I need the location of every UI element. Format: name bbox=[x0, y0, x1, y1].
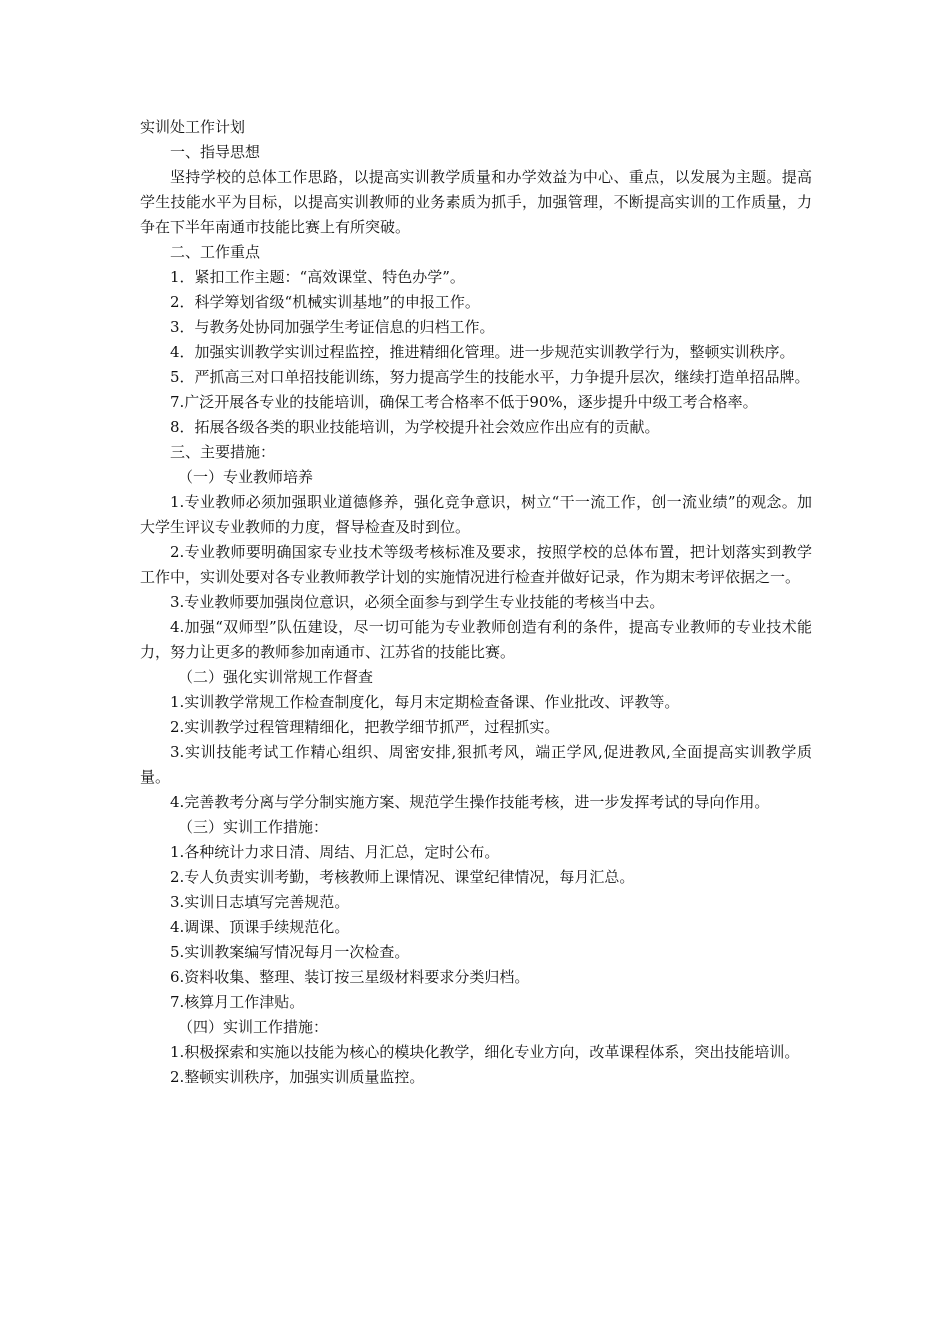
list-item: 1.专业教师必须加强职业道德修养，强化竞争意识，树立“干一流工作，创一流业绩”的观念。加大学生评议专业教师的力度，督导检查及时到位。 bbox=[140, 493, 812, 536]
section-heading-guiding-thought: 一、指导思想 bbox=[170, 143, 261, 161]
list-item: 1.实训教学常规工作检查制度化，每月末定期检查备课、作业批改、评教等。 bbox=[170, 693, 680, 711]
list-item: 4.完善教考分离与学分制实施方案、规范学生操作技能考核，进一步发挥考试的导向作用。 bbox=[170, 793, 770, 811]
list-item: 1．紧扣工作主题：“高效课堂、特色办学”。 bbox=[170, 268, 465, 286]
list-item: 2.整顿实训秩序，加强实训质量监控。 bbox=[170, 1068, 425, 1086]
list-item: 3．与教务处协同加强学生考证信息的归档工作。 bbox=[170, 318, 495, 336]
list-item: 2.实训教学过程管理精细化，把教学细节抓严，过程抓实。 bbox=[170, 718, 560, 736]
subsection-heading-teacher-training: （一）专业教师培养 bbox=[178, 468, 314, 486]
list-item: 4.加强“双师型”队伍建设，尽一切可能为专业教师创造有利的条件，提高专业教师的专业技术能力，努力让更多的教师参加南通市、江苏省的技能比赛。 bbox=[140, 618, 812, 661]
document-page bbox=[140, 114, 812, 1090]
subsection-heading-routine-supervision: （二）强化实训常规工作督查 bbox=[178, 668, 374, 686]
list-item: 2.专人负责实训考勤，考核教师上课情况、课堂纪律情况，每月汇总。 bbox=[170, 868, 635, 886]
list-item: 2.专业教师要明确国家专业技术等级考核标准及要求，按照学校的总体布置，把计划落实到教学工作中，实训处要对各专业教师教学计划的实施情况进行检查并做好记录，作为期末考评依据之一。 bbox=[140, 543, 812, 586]
list-item: 6.资料收集、整理、装订按三星级材料要求分类归档。 bbox=[170, 968, 530, 986]
list-item: 1.各种统计力求日清、周结、月汇总，定时公布。 bbox=[170, 843, 500, 861]
list-item: 4.调课、顶课手续规范化。 bbox=[170, 918, 350, 936]
list-item: 5.实训教案编写情况每月一次检查。 bbox=[170, 943, 410, 961]
section-heading-work-focus: 二、工作重点 bbox=[170, 243, 261, 261]
section-heading-main-measures: 三、主要措施： bbox=[170, 443, 276, 461]
subsection-heading-training-measures-4: （四）实训工作措施： bbox=[178, 1018, 329, 1036]
paragraph-guiding-thought: 坚持学校的总体工作思路，以提高实训教学质量和办学效益为中心、重点，以发展为主题。提高学生技能水平为目标，以提高实训教师的业务素质为抓手，加强管理，不断提高实训的工作质量，力争在下半年南通市技能比赛上有所突破。 bbox=[140, 168, 812, 236]
list-item: 8．拓展各级各类的职业技能培训，为学校提升社会效应作出应有的贡献。 bbox=[170, 418, 660, 436]
document-title: 实训处工作计划 bbox=[140, 118, 246, 136]
list-item: 4．加强实训教学实训过程监控，推进精细化管理。进一步规范实训教学行为，整顿实训秩序。 bbox=[170, 343, 795, 361]
list-item: 7.核算月工作津贴。 bbox=[170, 993, 305, 1011]
list-item: 3.实训日志填写完善规范。 bbox=[170, 893, 350, 911]
subsection-heading-training-measures-3: （三）实训工作措施： bbox=[178, 818, 329, 836]
list-item: 5．严抓高三对口单招技能训练，努力提高学生的技能水平，力争提升层次，继续打造单招品牌。 bbox=[170, 368, 810, 386]
list-item: 2．科学筹划省级“机械实训基地”的申报工作。 bbox=[170, 293, 480, 311]
list-item: 3.专业教师要加强岗位意识，必须全面参与到学生专业技能的考核当中去。 bbox=[170, 593, 665, 611]
list-item: 3.实训技能考试工作精心组织、周密安排,狠抓考风，端正学风,促进教风,全面提高实训教学质量。 bbox=[140, 743, 812, 786]
list-item: 7.广泛开展各专业的技能培训，确保工考合格率不低于90%，逐步提升中级工考合格率。 bbox=[170, 393, 758, 411]
list-item: 1.积极探索和实施以技能为核心的模块化教学，细化专业方向，改革课程体系，突出技能培训。 bbox=[170, 1043, 800, 1061]
